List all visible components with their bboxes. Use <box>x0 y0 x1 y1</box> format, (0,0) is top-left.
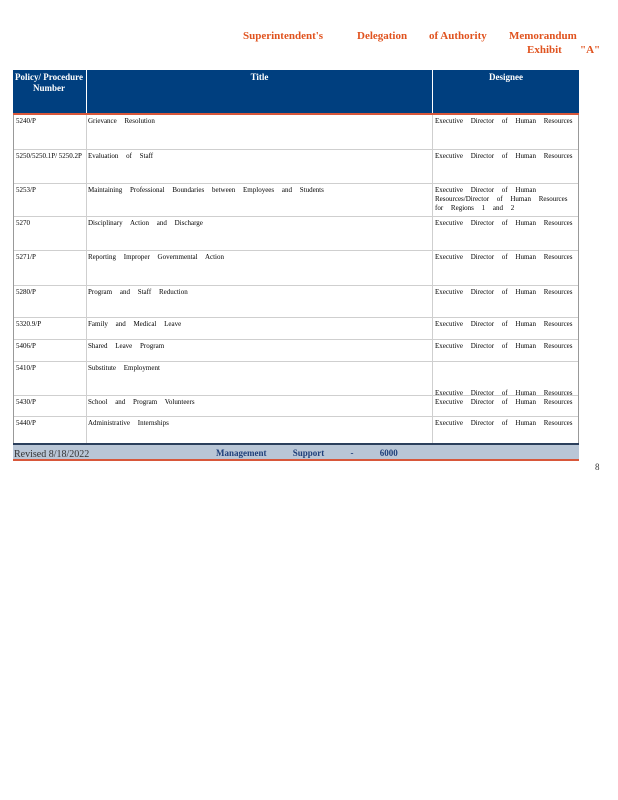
policy-title: Disciplinary Action and Discharge <box>88 219 203 227</box>
header-exhibit-letter: "A" <box>580 44 601 56</box>
header-superintendents: Superintendent's <box>243 30 324 42</box>
policy-number: 5406/P <box>16 342 36 350</box>
department-label: Management Support - 6000 <box>216 448 398 458</box>
policy-designee: Executive Director of Human Resources <box>435 152 573 160</box>
policy-title: Grievance Resolution <box>88 117 155 125</box>
table-row <box>14 396 578 417</box>
table-row <box>14 251 578 286</box>
policy-number: 5250/5250.1P/ 5250.2P <box>16 152 82 160</box>
policy-title: Substitute Employment <box>88 364 160 372</box>
policy-designee: Executive Director of Human Resources/Director of Human Resources for Regions 1 and 2 <box>435 186 568 212</box>
policy-number: 5280/P <box>16 288 36 296</box>
policy-designee: Executive Director of Human Resources <box>435 288 573 296</box>
policy-number: 5271/P <box>16 253 36 261</box>
table-body <box>13 115 579 451</box>
policy-number: 5410/P <box>16 364 36 372</box>
table-row <box>14 115 578 150</box>
policy-number: 5240/P <box>16 117 36 125</box>
policy-designee: Executive Director of Human Resources <box>435 419 573 427</box>
policy-designee: Executive Director of Human Resources <box>435 117 573 125</box>
policy-title: Maintaining Professional Boundaries between Employees and Students <box>88 186 324 194</box>
policy-title: Program and Staff Reduction <box>88 288 188 296</box>
policy-number: 5253/P <box>16 186 36 194</box>
table-row <box>14 286 578 318</box>
revised-date: Revised 8/18/2022 <box>14 449 90 460</box>
policy-designee: Executive Director of Human Resources <box>435 253 573 261</box>
policy-designee: Executive Director of Human Resources <box>435 389 573 397</box>
table-header <box>13 70 579 113</box>
table-row <box>14 184 578 217</box>
policy-designee: Executive Director of Human Resources <box>435 342 573 350</box>
policy-designee: Executive Director of Human Resources <box>435 398 573 406</box>
policy-number: 5320.9/P <box>16 320 42 328</box>
header-of-authority: of Authority <box>429 30 487 42</box>
policy-number: 5440/P <box>16 419 36 427</box>
policy-number: 5430/P <box>16 398 36 406</box>
policy-designee: Executive Director of Human Resources <box>435 219 573 227</box>
policy-title: Evaluation of Staff <box>88 152 154 160</box>
table-row <box>14 362 578 396</box>
policy-title: Family and Medical Leave <box>88 320 182 328</box>
policy-title: Reporting Improper Governmental Action <box>88 253 224 261</box>
page-number: 8 <box>595 462 600 472</box>
table-row <box>14 217 578 251</box>
policy-designee: Executive Director of Human Resources <box>435 320 573 328</box>
column-header-title: Title <box>86 70 432 113</box>
header-delegation: Delegation <box>357 30 408 42</box>
policy-number: 5270 <box>16 219 30 227</box>
column-header-number: Policy/ Procedure Number <box>15 72 83 93</box>
table-row <box>14 150 578 184</box>
policy-title: School and Program Volunteers <box>88 398 195 406</box>
policy-title: Shared Leave Program <box>88 342 165 350</box>
table-row <box>14 340 578 362</box>
delegation-table <box>13 70 579 451</box>
page-footer <box>13 443 579 461</box>
header-memorandum: Memorandum <box>509 30 577 42</box>
policy-title: Administrative Internships <box>88 419 169 427</box>
table-row <box>14 318 578 340</box>
header-exhibit: Exhibit <box>527 44 562 56</box>
column-header-designee: Designee <box>432 70 579 113</box>
